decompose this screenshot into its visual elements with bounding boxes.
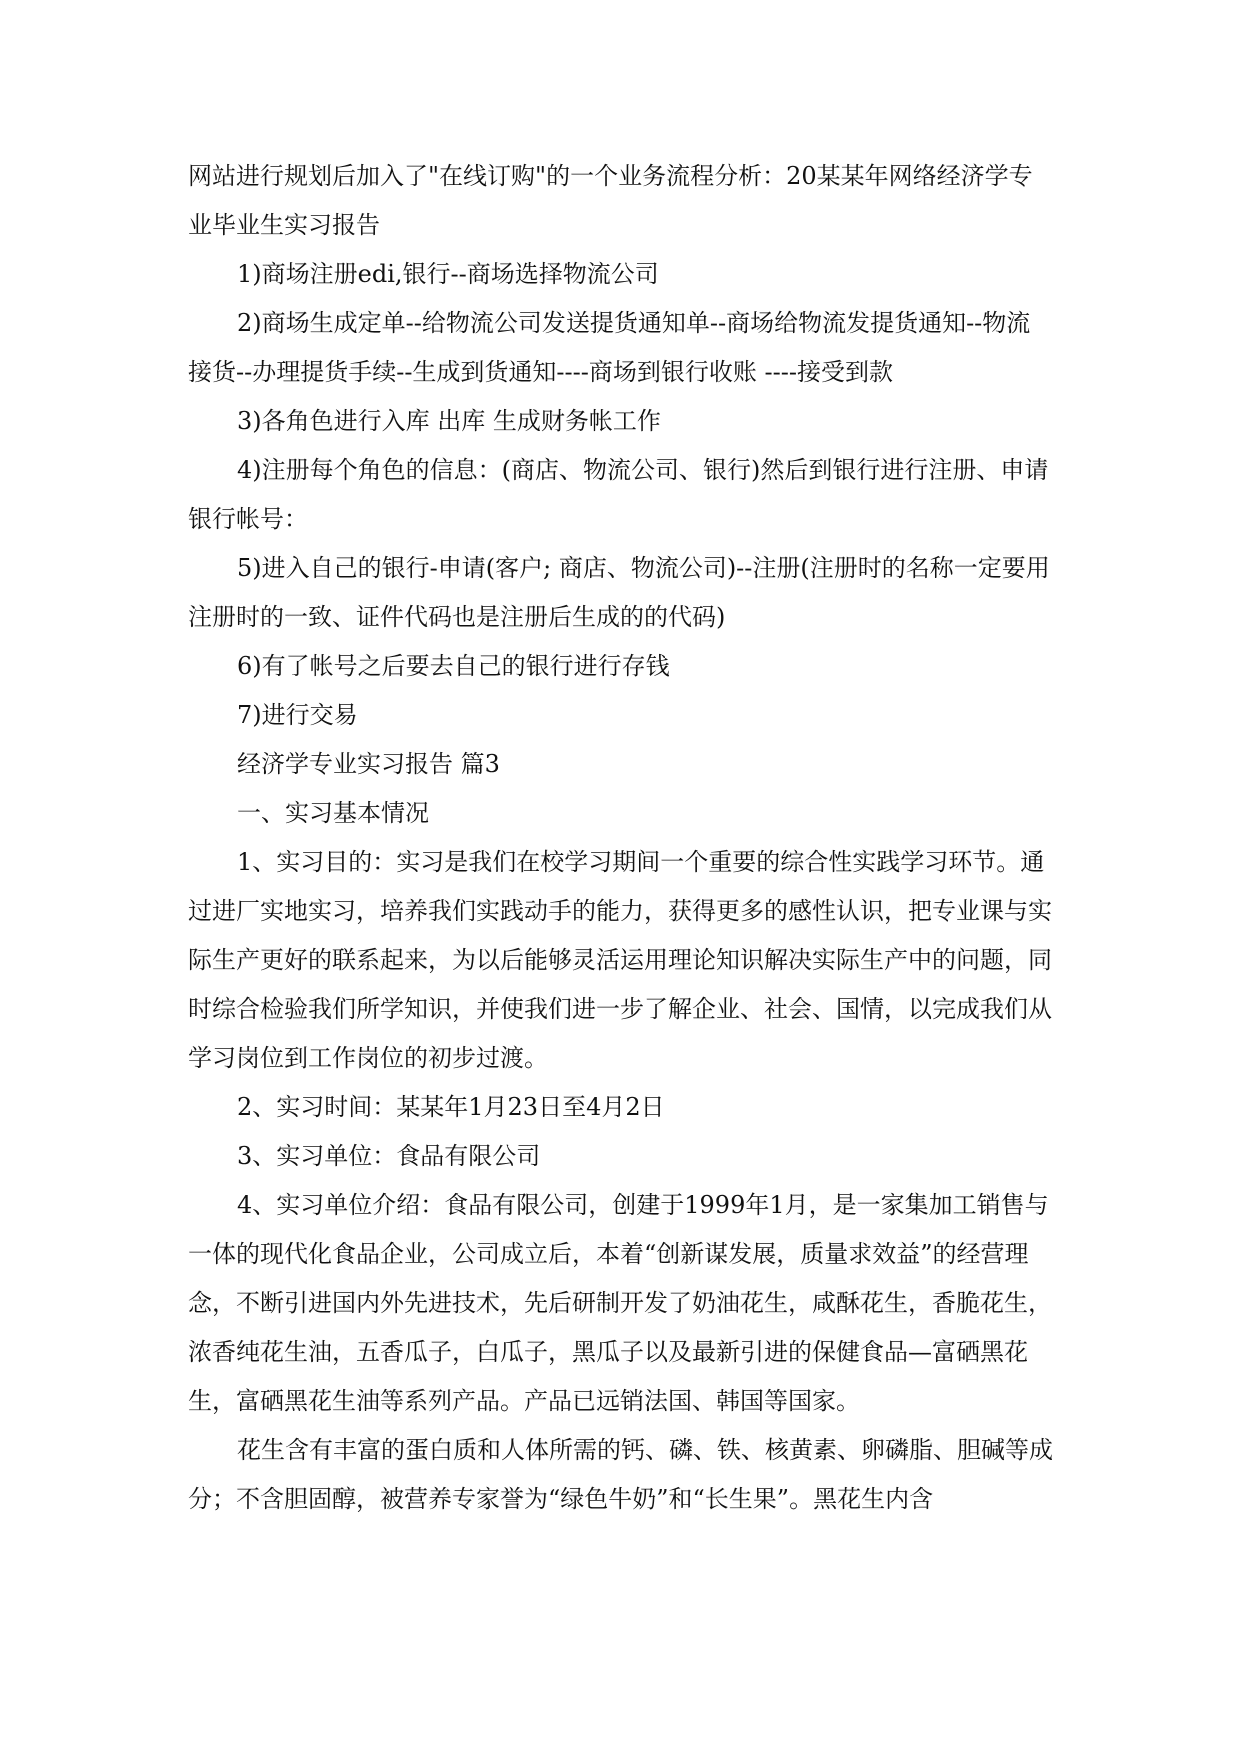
paragraph-step-3: 3)各角色进行入库 出库 生成财务帐工作 bbox=[237, 407, 661, 435]
paragraph-step-7: 7)进行交易 bbox=[237, 701, 358, 729]
section-title: 经济学专业实习报告 篇3 bbox=[237, 750, 500, 778]
paragraph-step-1: 1)商场注册edi,银行--商场选择物流公司 bbox=[237, 260, 659, 288]
paragraph-step-5: 5)进入自己的银行-申请(客户; 商店、物流公司)--注册(注册时的名称一定要用注册时的一致、证件代码也是注册后生成的的代码) bbox=[188, 554, 1050, 631]
section-heading: 一、实习基本情况 bbox=[237, 799, 429, 827]
paragraph-unit: 3、实习单位：食品有限公司 bbox=[237, 1142, 541, 1170]
paragraph-step-4: 4)注册每个角色的信息：(商店、物流公司、银行)然后到银行进行注册、申请银行帐号： bbox=[188, 456, 1049, 533]
paragraph-peanut: 花生含有丰富的蛋白质和人体所需的钙、磷、铁、核黄素、卵磷脂、胆碱等成分；不含胆固醇，被营养专家誉为“绿色牛奶”和“长生果”。黑花生内含 bbox=[188, 1436, 1053, 1513]
document-body bbox=[188, 152, 1054, 1524]
paragraph-purpose: 1、实习目的：实习是我们在校学习期间一个重要的综合性实践学习环节。通过进厂实地实习，培养我们实践动手的能力，获得更多的感性认识，把专业课与实际生产更好的联系起来，为以后能够灵活运用理论知识解决实际生产中的问题，同时综合检验我们所学知识，并使我们进一步了解企业、社会、国情，以完成我们从学习岗位到工作岗位的初步过渡。 bbox=[188, 848, 1052, 1072]
paragraph-intro: 网站进行规划后加入了"在线订购"的一个业务流程分析：20某某年网络经济学专业毕业生实习报告 bbox=[188, 162, 1033, 239]
paragraph-step-2: 2)商场生成定单--给物流公司发送提货通知单--商场给物流发提货通知--物流接货--办理提货手续--生成到货通知----商场到银行收账 ----接受到款 bbox=[188, 309, 1031, 386]
paragraph-unit-intro: 4、实习单位介绍：食品有限公司，创建于1999年1月，是一家集加工销售与一体的现代化食品企业，公司成立后，本着“创新谋发展，质量求效益”的经营理念，不断引进国内外先进技术，先后研制开发了奶油花生，咸酥花生，香脆花生，浓香纯花生油，五香瓜子，白瓜子，黑瓜子以及最新引进的保健食品—富硒黑花生，富硒黑花生油等系列产品。产品已远销法国、韩国等国家。 bbox=[188, 1191, 1052, 1415]
paragraph-step-6: 6)有了帐号之后要去自己的银行进行存钱 bbox=[237, 652, 670, 680]
paragraph-time: 2、实习时间：某某年1月23日至4月2日 bbox=[237, 1093, 665, 1121]
